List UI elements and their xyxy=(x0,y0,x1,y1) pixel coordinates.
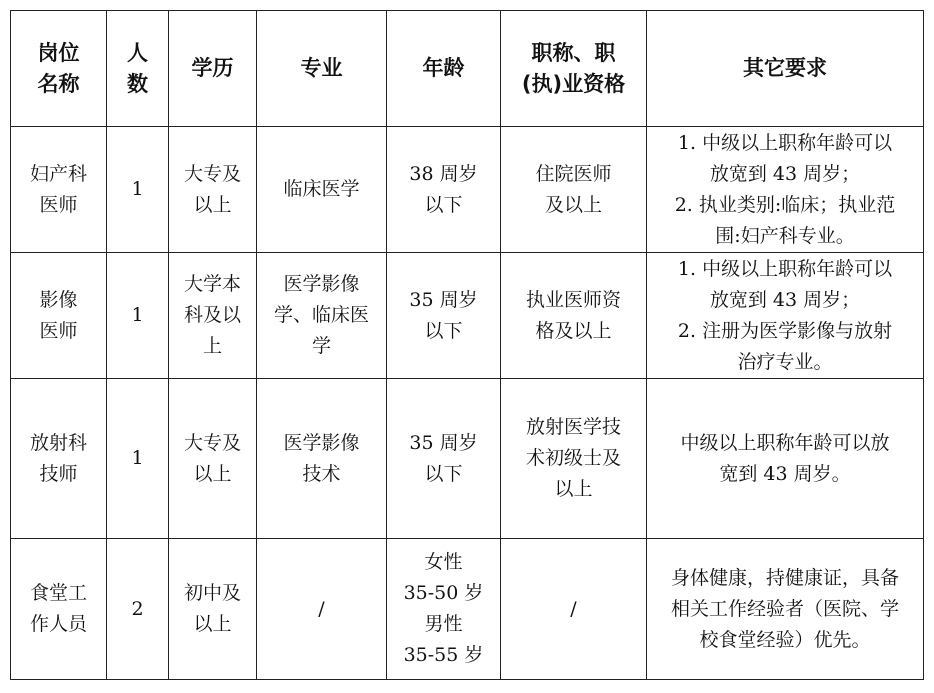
cell-age: 38 周岁 以下 xyxy=(387,127,501,253)
cell-title: 放射医学技 术初级士及 以上 xyxy=(501,379,647,539)
cell-age: 女性 35-50 岁 男性 35-55 岁 xyxy=(387,539,501,680)
header-major: 专业 xyxy=(257,11,387,127)
cell-major: 临床医学 xyxy=(257,127,387,253)
cell-title: 执业医师资 格及以上 xyxy=(501,253,647,379)
cell-post: 食堂工 作人员 xyxy=(11,539,107,680)
cell-major: 医学影像 学、临床医 学 xyxy=(257,253,387,379)
header-age: 年龄 xyxy=(387,11,501,127)
cell-post: 妇产科 医师 xyxy=(11,127,107,253)
cell-count: 1 xyxy=(107,379,169,539)
header-title: 职称、职 (执)业资格 xyxy=(501,11,647,127)
table-row xyxy=(11,253,924,379)
header-other: 其它要求 xyxy=(647,11,924,127)
cell-other: 1. 中级以上职称年龄可以 放宽到 43 周岁； 2. 执业类别:临床；执业范 围:妇产科专业。 xyxy=(647,127,924,253)
table-row xyxy=(11,539,924,680)
cell-count: 1 xyxy=(107,127,169,253)
table-row xyxy=(11,379,924,539)
cell-education: 大学本 科及以 上 xyxy=(169,253,257,379)
cell-education: 大专及 以上 xyxy=(169,127,257,253)
cell-post: 影像 医师 xyxy=(11,253,107,379)
header-count: 人 数 xyxy=(107,11,169,127)
cell-age: 35 周岁 以下 xyxy=(387,379,501,539)
cell-age: 35 周岁 以下 xyxy=(387,253,501,379)
recruitment-table xyxy=(10,10,924,680)
cell-count: 2 xyxy=(107,539,169,680)
cell-major: / xyxy=(257,539,387,680)
cell-other: 身体健康，持健康证，具备 相关工作经验者（医院、学 校食堂经验）优先。 xyxy=(647,539,924,680)
cell-other: 中级以上职称年龄可以放 宽到 43 周岁。 xyxy=(647,379,924,539)
table-header-row xyxy=(11,11,924,127)
cell-title: 住院医师 及以上 xyxy=(501,127,647,253)
header-post: 岗位 名称 xyxy=(11,11,107,127)
cell-count: 1 xyxy=(107,253,169,379)
cell-other: 1. 中级以上职称年龄可以 放宽到 43 周岁； 2. 注册为医学影像与放射 治疗专业。 xyxy=(647,253,924,379)
table-row xyxy=(11,127,924,253)
cell-education: 大专及 以上 xyxy=(169,379,257,539)
header-education: 学历 xyxy=(169,11,257,127)
cell-title: / xyxy=(501,539,647,680)
cell-post: 放射科 技师 xyxy=(11,379,107,539)
cell-major: 医学影像 技术 xyxy=(257,379,387,539)
cell-education: 初中及 以上 xyxy=(169,539,257,680)
